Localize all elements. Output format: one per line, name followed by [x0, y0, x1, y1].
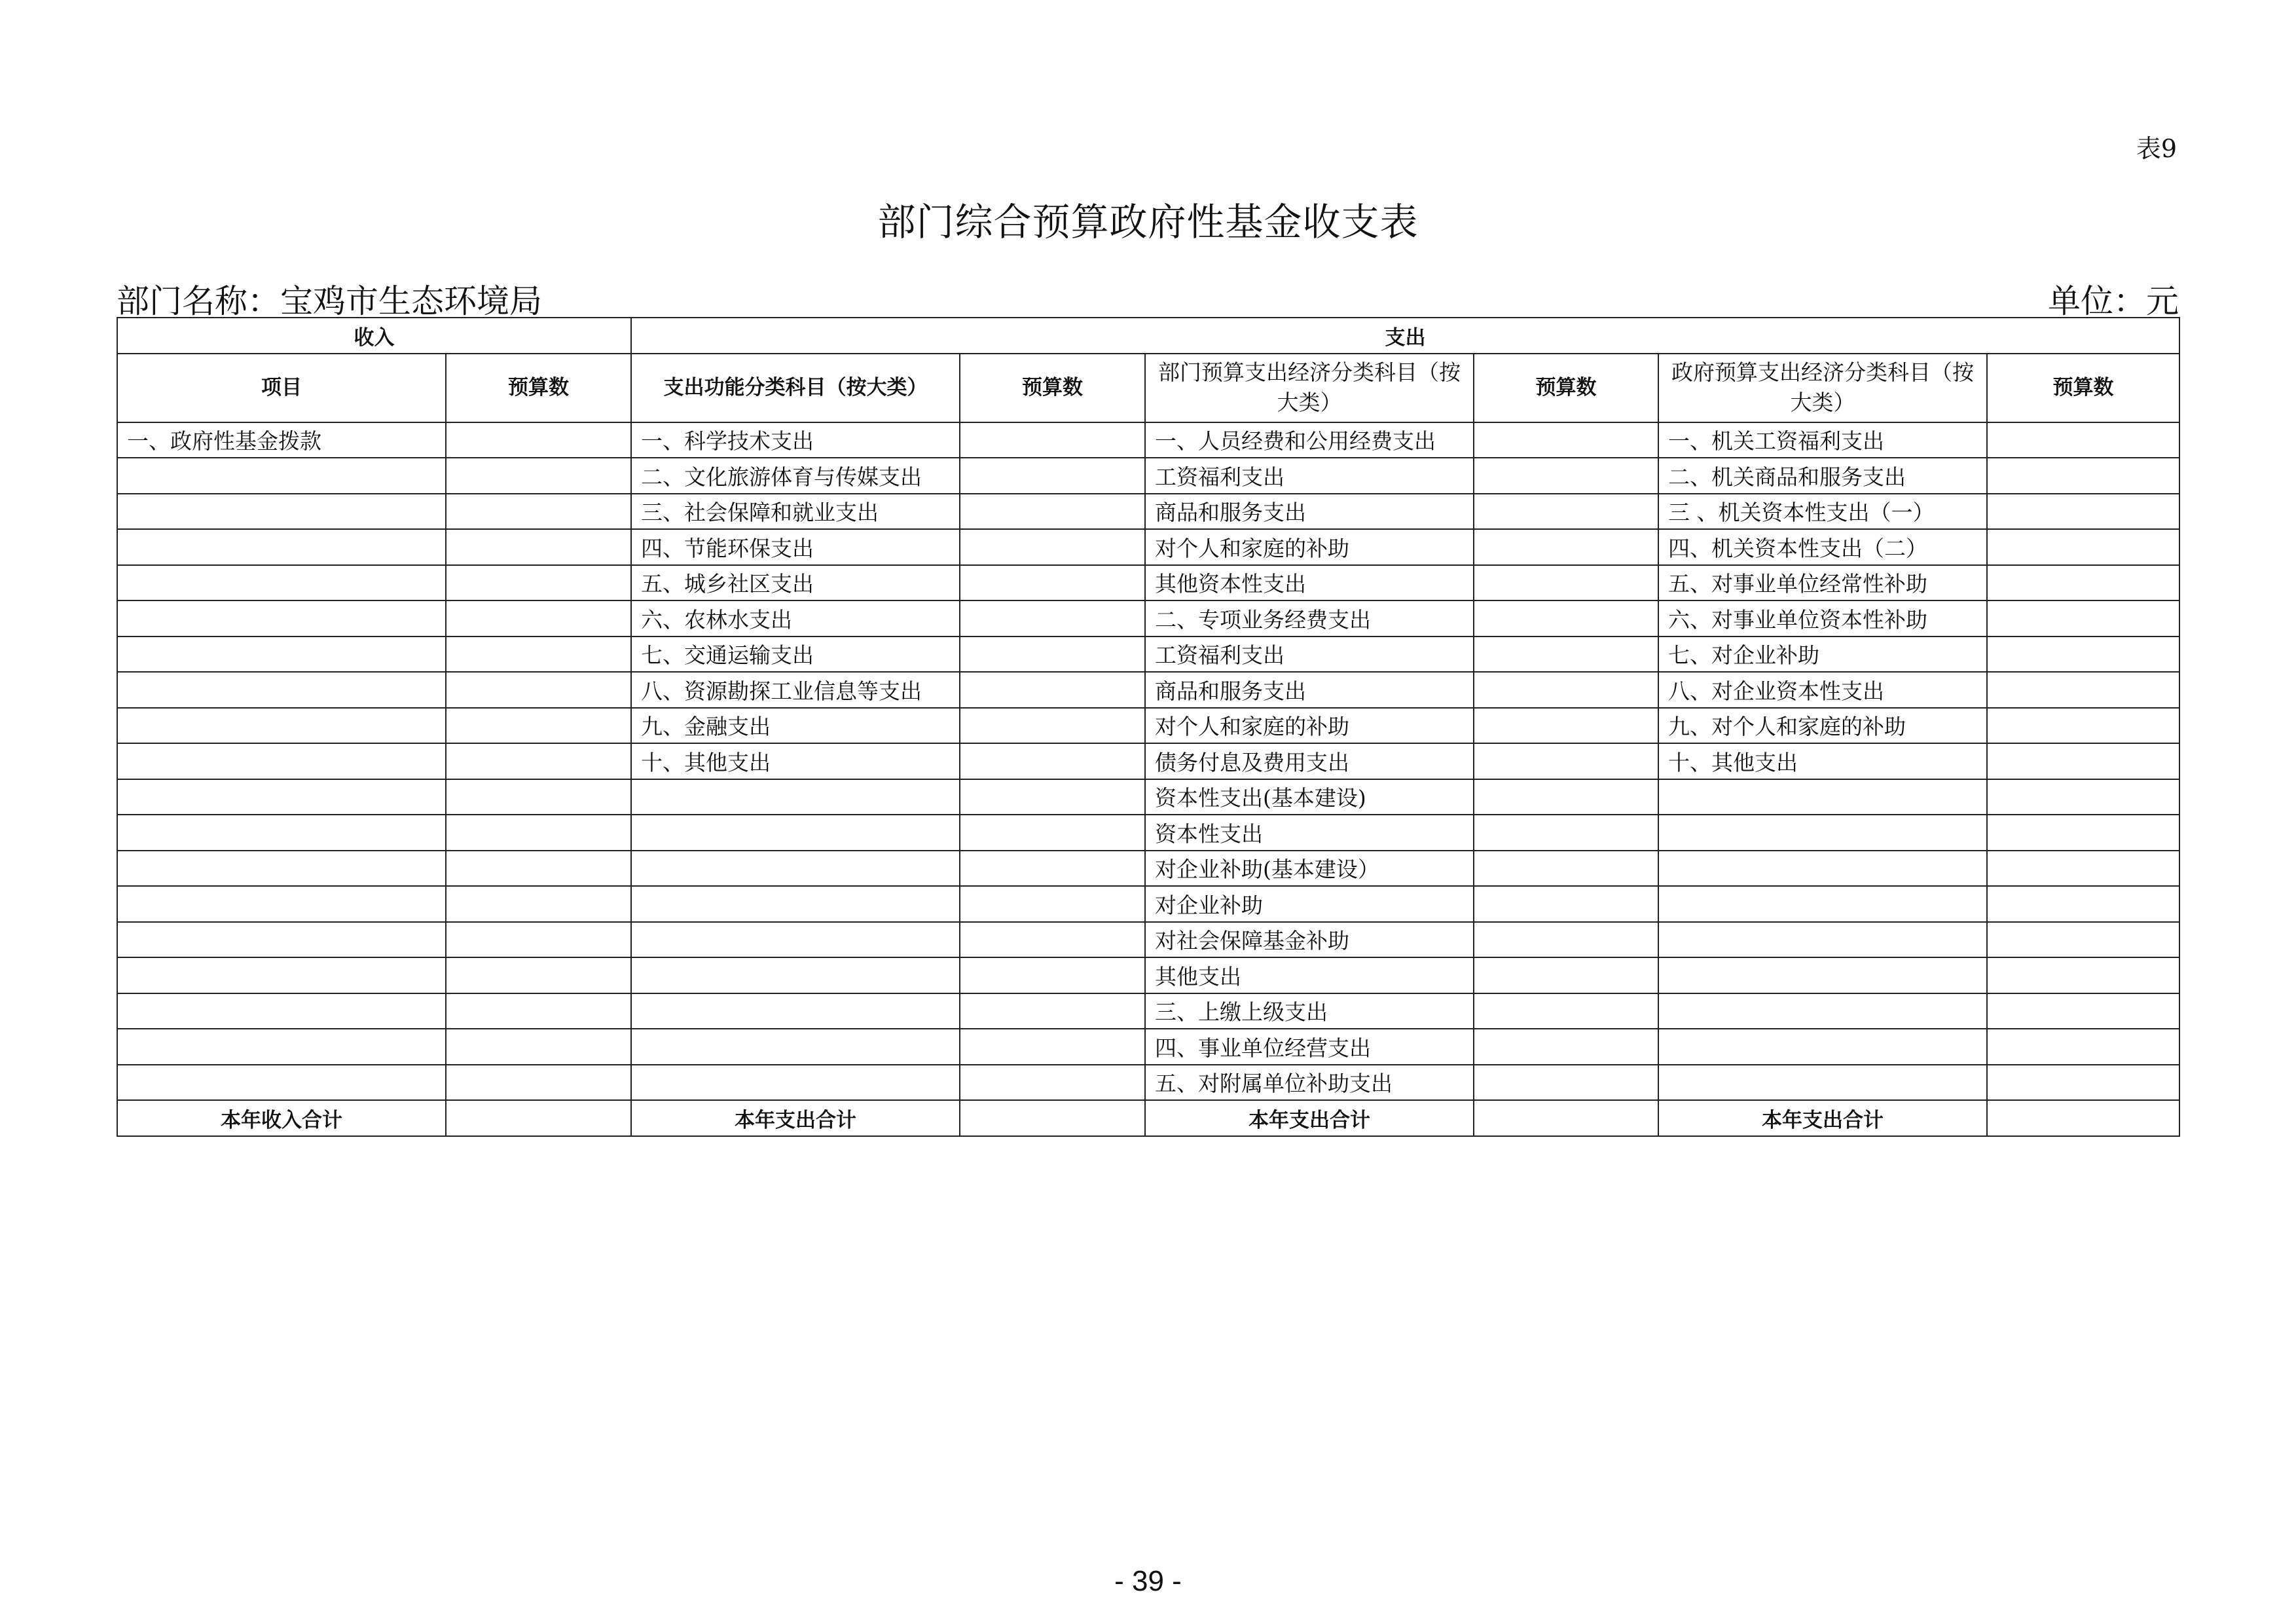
function-budget-cell — [960, 672, 1145, 708]
dept-economic-cell: 资本性支出 — [1145, 815, 1474, 851]
function-category-cell — [631, 1065, 960, 1101]
income-item-cell — [117, 529, 446, 565]
group-header-row — [117, 318, 2179, 354]
income-item-cell — [117, 993, 446, 1029]
income-budget-cell — [446, 565, 631, 601]
col-header-function-category: 支出功能分类科目（按大类） — [631, 354, 960, 422]
dept-economic-cell: 商品和服务支出 — [1145, 672, 1474, 708]
gov-budget-cell — [1987, 637, 2179, 673]
dept-economic-cell: 一、人员经费和公用经费支出 — [1145, 422, 1474, 458]
table-row — [117, 743, 2179, 779]
function-category-cell: 六、农林水支出 — [631, 600, 960, 637]
gov-economic-cell: 七、对企业补助 — [1658, 637, 1987, 673]
income-group-header: 收入 — [117, 318, 631, 354]
income-item-cell — [117, 458, 446, 494]
dept-economic-cell: 工资福利支出 — [1145, 637, 1474, 673]
meta-row — [117, 275, 2179, 320]
function-budget-cell — [960, 1029, 1145, 1065]
dept-budget-cell — [1474, 922, 1658, 958]
dept-economic-cell: 二、专项业务经费支出 — [1145, 600, 1474, 637]
function-category-cell: 九、金融支出 — [631, 708, 960, 744]
table-row — [117, 886, 2179, 922]
function-budget-cell — [960, 815, 1145, 851]
dept-economic-cell: 三、上缴上级支出 — [1145, 993, 1474, 1029]
function-category-cell — [631, 1029, 960, 1065]
gov-economic-cell — [1658, 922, 1987, 958]
table-row — [117, 1029, 2179, 1065]
income-budget-cell — [446, 1065, 631, 1101]
dept-economic-cell: 资本性支出(基本建设) — [1145, 779, 1474, 815]
gov-expense-total-value — [1987, 1100, 2179, 1136]
function-budget-cell — [960, 565, 1145, 601]
function-category-cell — [631, 886, 960, 922]
dept-economic-cell: 其他资本性支出 — [1145, 565, 1474, 601]
function-budget-cell — [960, 494, 1145, 530]
totals-row — [117, 1100, 2179, 1136]
income-budget-cell — [446, 922, 631, 958]
income-total-label: 本年收入合计 — [117, 1100, 446, 1136]
income-budget-cell — [446, 494, 631, 530]
function-budget-cell — [960, 708, 1145, 744]
table-row — [117, 815, 2179, 851]
table-row — [117, 1065, 2179, 1101]
dept-budget-cell — [1474, 743, 1658, 779]
gov-economic-cell — [1658, 886, 1987, 922]
gov-budget-cell — [1987, 708, 2179, 744]
income-budget-cell — [446, 743, 631, 779]
dept-budget-cell — [1474, 458, 1658, 494]
income-total-value — [446, 1100, 631, 1136]
table-number: 表9 — [2136, 134, 2177, 163]
dept-economic-cell: 对企业补助 — [1145, 886, 1474, 922]
dept-budget-cell — [1474, 1065, 1658, 1101]
dept-economic-cell: 对个人和家庭的补助 — [1145, 529, 1474, 565]
gov-budget-cell — [1987, 779, 2179, 815]
gov-budget-cell — [1987, 600, 2179, 637]
gov-budget-cell — [1987, 957, 2179, 993]
function-budget-cell — [960, 957, 1145, 993]
income-budget-cell — [446, 815, 631, 851]
gov-budget-cell — [1987, 993, 2179, 1029]
table-row — [117, 422, 2179, 458]
dept-budget-cell — [1474, 529, 1658, 565]
income-budget-cell — [446, 779, 631, 815]
function-category-cell: 二、文化旅游体育与传媒支出 — [631, 458, 960, 494]
function-budget-cell — [960, 529, 1145, 565]
dept-economic-cell: 债务付息及费用支出 — [1145, 743, 1474, 779]
function-category-cell — [631, 957, 960, 993]
table-row — [117, 851, 2179, 887]
gov-budget-cell — [1987, 1029, 2179, 1065]
gov-budget-cell — [1987, 529, 2179, 565]
income-item-cell — [117, 779, 446, 815]
function-budget-cell — [960, 600, 1145, 637]
gov-economic-cell — [1658, 1065, 1987, 1101]
income-budget-cell — [446, 957, 631, 993]
gov-economic-cell — [1658, 779, 1987, 815]
function-category-cell: 七、交通运输支出 — [631, 637, 960, 673]
gov-budget-cell — [1987, 565, 2179, 601]
gov-economic-cell: 十、其他支出 — [1658, 743, 1987, 779]
income-item-cell — [117, 851, 446, 887]
function-expense-total-value — [960, 1100, 1145, 1136]
dept-budget-cell — [1474, 957, 1658, 993]
dept-budget-cell — [1474, 779, 1658, 815]
income-item-cell: 一、政府性基金拨款 — [117, 422, 446, 458]
dept-economic-cell: 商品和服务支出 — [1145, 494, 1474, 530]
dept-budget-cell — [1474, 851, 1658, 887]
gov-economic-cell: 二、机关商品和服务支出 — [1658, 458, 1987, 494]
income-budget-cell — [446, 600, 631, 637]
gov-economic-cell: 五、对事业单位经常性补助 — [1658, 565, 1987, 601]
income-item-cell — [117, 1065, 446, 1101]
income-budget-cell — [446, 637, 631, 673]
function-budget-cell — [960, 779, 1145, 815]
gov-economic-cell: 一、机关工资福利支出 — [1658, 422, 1987, 458]
income-budget-cell — [446, 529, 631, 565]
function-budget-cell — [960, 922, 1145, 958]
gov-budget-cell — [1987, 1065, 2179, 1101]
gov-budget-cell — [1987, 851, 2179, 887]
dept-economic-cell: 四、事业单位经营支出 — [1145, 1029, 1474, 1065]
dept-budget-cell — [1474, 565, 1658, 601]
gov-economic-cell — [1658, 1029, 1987, 1065]
function-budget-cell — [960, 422, 1145, 458]
function-expense-total-label: 本年支出合计 — [631, 1100, 960, 1136]
unit-label: 单位：元 — [2048, 282, 2179, 320]
dept-expense-total-label: 本年支出合计 — [1145, 1100, 1474, 1136]
income-budget-cell — [446, 1029, 631, 1065]
income-budget-cell — [446, 708, 631, 744]
gov-budget-cell — [1987, 922, 2179, 958]
income-item-cell — [117, 600, 446, 637]
function-category-cell — [631, 851, 960, 887]
dept-budget-cell — [1474, 494, 1658, 530]
page-number: - 39 - — [1114, 1565, 1182, 1597]
table-row — [117, 494, 2179, 530]
income-budget-cell — [446, 422, 631, 458]
table-row — [117, 957, 2179, 993]
expense-group-header: 支出 — [631, 318, 2179, 354]
table-row — [117, 529, 2179, 565]
table-row — [117, 637, 2179, 673]
income-item-cell — [117, 922, 446, 958]
income-item-cell — [117, 637, 446, 673]
dept-budget-cell — [1474, 815, 1658, 851]
function-budget-cell — [960, 886, 1145, 922]
function-category-cell — [631, 815, 960, 851]
dept-economic-cell: 五、对附属单位补助支出 — [1145, 1065, 1474, 1101]
table-row — [117, 600, 2179, 637]
income-budget-cell — [446, 993, 631, 1029]
gov-economic-cell: 九、对个人和家庭的补助 — [1658, 708, 1987, 744]
gov-economic-cell — [1658, 993, 1987, 1029]
col-header-budget: 预算数 — [1474, 354, 1658, 422]
gov-budget-cell — [1987, 886, 2179, 922]
gov-economic-cell: 六、对事业单位资本性补助 — [1658, 600, 1987, 637]
income-item-cell — [117, 743, 446, 779]
income-item-cell — [117, 815, 446, 851]
gov-budget-cell — [1987, 815, 2179, 851]
function-category-cell: 三、社会保障和就业支出 — [631, 494, 960, 530]
gov-economic-cell — [1658, 815, 1987, 851]
table-row — [117, 672, 2179, 708]
dept-expense-total-value — [1474, 1100, 1658, 1136]
income-item-cell — [117, 708, 446, 744]
table-body — [117, 422, 2179, 1136]
col-header-gov-economic-category: 政府预算支出经济分类科目（按大类） — [1658, 354, 1987, 422]
table-row — [117, 565, 2179, 601]
income-item-cell — [117, 1029, 446, 1065]
col-header-dept-economic-category: 部门预算支出经济分类科目（按大类） — [1145, 354, 1474, 422]
dept-budget-cell — [1474, 886, 1658, 922]
dept-economic-cell: 工资福利支出 — [1145, 458, 1474, 494]
function-budget-cell — [960, 851, 1145, 887]
dept-economic-cell: 对企业补助(基本建设） — [1145, 851, 1474, 887]
function-budget-cell — [960, 993, 1145, 1029]
gov-budget-cell — [1987, 672, 2179, 708]
gov-expense-total-label: 本年支出合计 — [1658, 1100, 1987, 1136]
function-category-cell — [631, 779, 960, 815]
column-header-row — [117, 354, 2179, 422]
page-title: 部门综合预算政府性基金收支表 — [877, 200, 1419, 244]
budget-table — [117, 317, 2180, 1137]
dept-budget-cell — [1474, 672, 1658, 708]
gov-economic-cell: 三 、机关资本性支出（一） — [1658, 494, 1987, 530]
income-item-cell — [117, 494, 446, 530]
dept-economic-cell: 其他支出 — [1145, 957, 1474, 993]
dept-economic-cell: 对个人和家庭的补助 — [1145, 708, 1474, 744]
table-row — [117, 922, 2179, 958]
dept-budget-cell — [1474, 600, 1658, 637]
income-budget-cell — [446, 886, 631, 922]
col-header-budget: 预算数 — [1987, 354, 2179, 422]
col-header-budget: 预算数 — [960, 354, 1145, 422]
gov-economic-cell — [1658, 957, 1987, 993]
dept-economic-cell: 对社会保障基金补助 — [1145, 922, 1474, 958]
dept-budget-cell — [1474, 1029, 1658, 1065]
function-category-cell: 一、科学技术支出 — [631, 422, 960, 458]
dept-budget-cell — [1474, 637, 1658, 673]
department-name: 部门名称：宝鸡市生态环境局 — [117, 282, 542, 320]
table-row — [117, 458, 2179, 494]
income-budget-cell — [446, 458, 631, 494]
dept-budget-cell — [1474, 993, 1658, 1029]
function-budget-cell — [960, 458, 1145, 494]
function-budget-cell — [960, 637, 1145, 673]
gov-budget-cell — [1987, 458, 2179, 494]
function-category-cell: 八、资源勘探工业信息等支出 — [631, 672, 960, 708]
income-item-cell — [117, 672, 446, 708]
dept-budget-cell — [1474, 422, 1658, 458]
function-category-cell: 四、节能环保支出 — [631, 529, 960, 565]
function-category-cell: 五、城乡社区支出 — [631, 565, 960, 601]
income-budget-cell — [446, 672, 631, 708]
function-budget-cell — [960, 1065, 1145, 1101]
gov-economic-cell: 四、机关资本性支出（二） — [1658, 529, 1987, 565]
function-category-cell — [631, 922, 960, 958]
function-category-cell — [631, 993, 960, 1029]
gov-economic-cell — [1658, 851, 1987, 887]
gov-budget-cell — [1987, 494, 2179, 530]
income-budget-cell — [446, 851, 631, 887]
table-row — [117, 993, 2179, 1029]
table-row — [117, 708, 2179, 744]
gov-economic-cell: 八、对企业资本性支出 — [1658, 672, 1987, 708]
col-header-budget: 预算数 — [446, 354, 631, 422]
gov-budget-cell — [1987, 422, 2179, 458]
income-item-cell — [117, 886, 446, 922]
dept-budget-cell — [1474, 708, 1658, 744]
gov-budget-cell — [1987, 743, 2179, 779]
income-item-cell — [117, 957, 446, 993]
col-header-item: 项目 — [117, 354, 446, 422]
function-category-cell: 十、其他支出 — [631, 743, 960, 779]
table-row — [117, 779, 2179, 815]
income-item-cell — [117, 565, 446, 601]
function-budget-cell — [960, 743, 1145, 779]
